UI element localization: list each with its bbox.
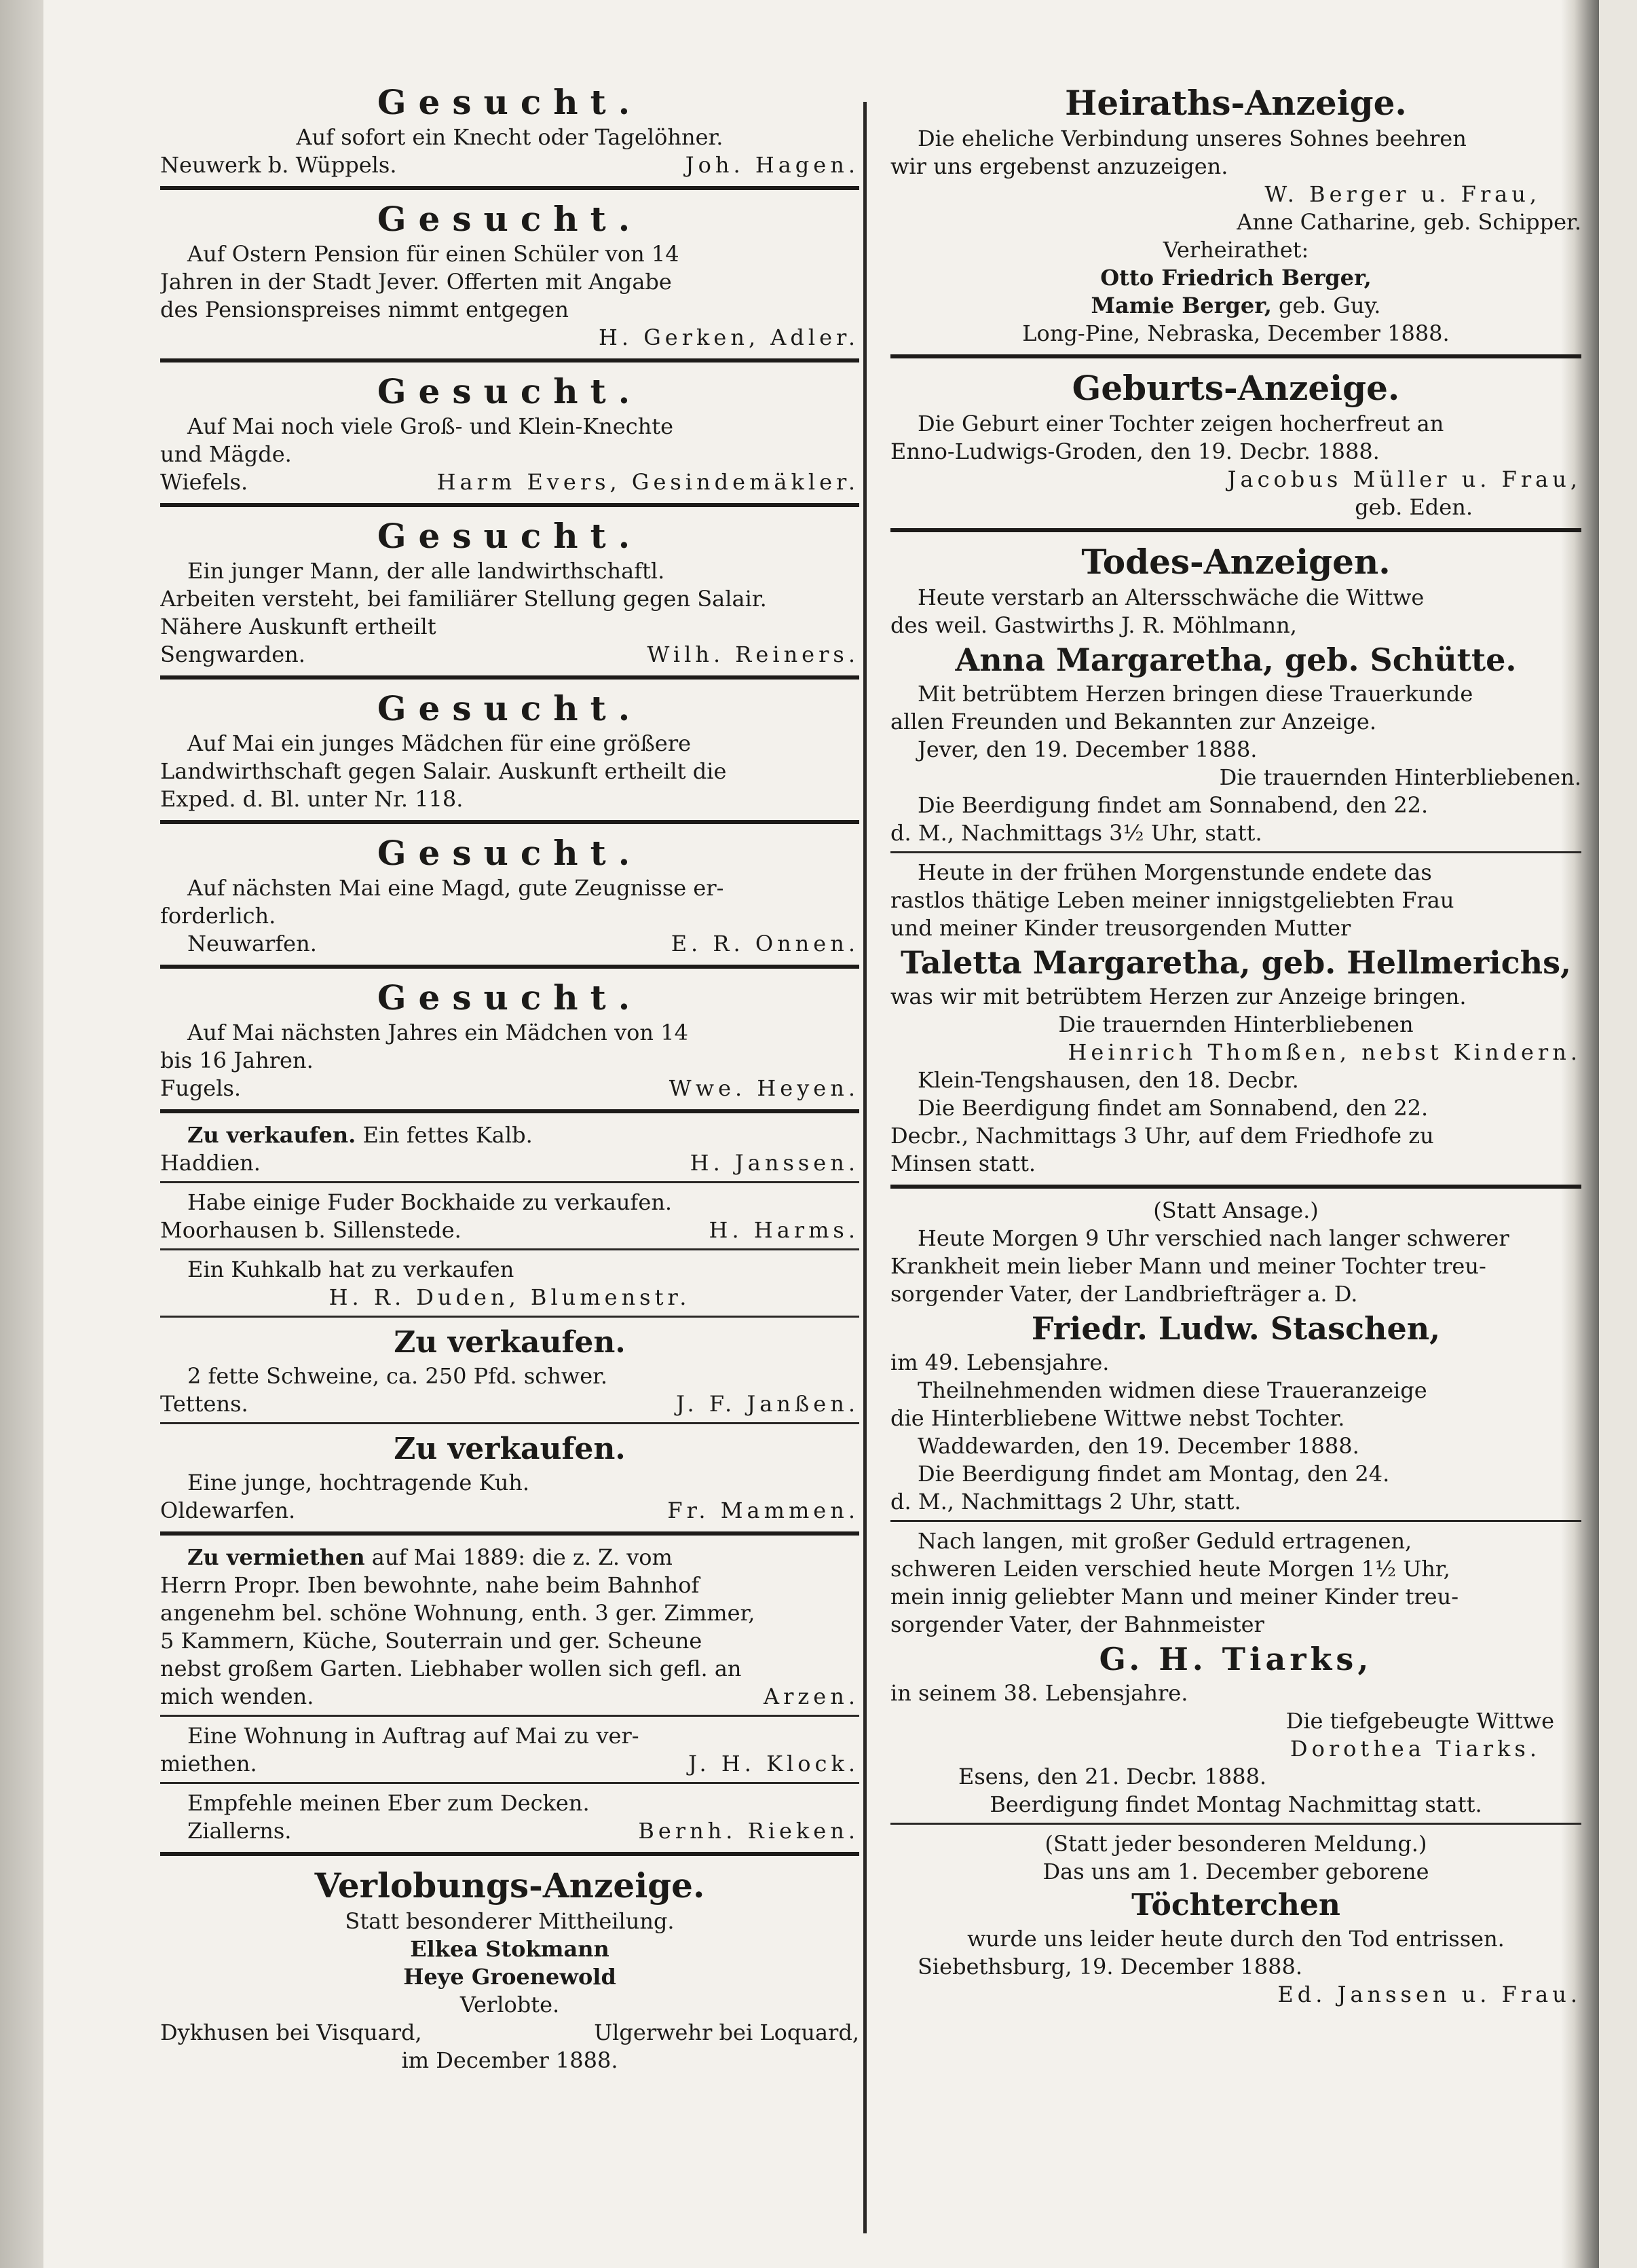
ad-text: nebst großem Garten. Liebhaber wollen sich gefl. an (160, 1656, 742, 1681)
ad-lead: Zu vermiethen (187, 1544, 365, 1570)
ad-signer: J. F. Janßen. (676, 1391, 859, 1417)
ad-heading: Verlobungs-Anzeige. (314, 1865, 705, 1906)
ad-subheading: (Statt Ansage.) (1153, 1197, 1319, 1223)
ad-text: die Hinterbliebene Wittwe nebst Tochter. (890, 1405, 1345, 1431)
left-column (160, 81, 859, 2075)
ad-verkaufen-kuh (160, 1430, 859, 1525)
ad-text: mich wenden. (160, 1684, 314, 1709)
divider (160, 1181, 859, 1183)
ad-todes-1 (890, 540, 1581, 847)
ad-signer: Dorothea Tiarks. (1290, 1736, 1541, 1762)
ad-signer: Fr. Mammen. (667, 1498, 859, 1523)
divider (160, 1422, 859, 1424)
ad-text: Beerdigung findet Montag Nachmittag statt. (990, 1791, 1482, 1817)
ad-text: des Pensionspreises nimmt entgegen (160, 297, 569, 322)
ad-place: Ziallerns. (187, 1818, 292, 1844)
ad-todes-4 (890, 1527, 1581, 1819)
ad-signer: H. Gerken, Adler. (598, 324, 859, 350)
ad-place: Neuwarfen. (187, 931, 317, 956)
ad-heading: Zu verkaufen. (394, 1432, 626, 1466)
ad-name: G. H. Tiarks, (1099, 1641, 1373, 1677)
ad-wohnung (160, 1722, 859, 1778)
ad-text: Jever, den 19. December 1888. (918, 737, 1258, 762)
ad-place: Neuwerk b. Wüppels. (160, 152, 397, 178)
ad-kuhkalb (160, 1256, 859, 1312)
divider (160, 1248, 859, 1250)
ad-todes-5 (890, 1830, 1581, 2009)
ad-heading: Gesucht. (377, 371, 643, 411)
ad-text: 2 fette Schweine, ca. 250 Pfd. schwer. (187, 1363, 608, 1389)
divider (890, 1823, 1581, 1825)
ad-place: Fugels. (160, 1075, 242, 1101)
ad-text: bis 16 Jahren. (160, 1047, 314, 1073)
ad-eber (160, 1789, 859, 1845)
ad-subheading: Statt besonderer Mittheilung. (345, 1908, 675, 1934)
ad-signer: Die trauernden Hinterbliebenen. (1219, 764, 1581, 790)
ad-signer: E. R. Onnen. (671, 931, 859, 956)
ad-heading: Gesucht. (377, 516, 643, 556)
divider (160, 186, 859, 190)
ad-todes-2 (890, 859, 1581, 1178)
divider (160, 1316, 859, 1318)
ad-gesucht-5 (160, 688, 859, 813)
ad-text: und meiner Kinder treusorgenden Mutter (890, 915, 1351, 941)
ad-signer: Die trauernden Hinterbliebenen (1058, 1011, 1414, 1037)
ad-text: Auf Mai noch viele Groß- und Klein-Knechte (187, 413, 674, 439)
ad-text: Enno-Ludwigs-Groden, den 19. Decbr. 1888. (890, 439, 1380, 464)
divider (160, 503, 859, 507)
ad-name: Taletta Margaretha, geb. Hellmerichs, (901, 944, 1571, 981)
ad-text: Auf Ostern Pension für einen Schüler von 14 (187, 241, 679, 267)
ad-text: schweren Leiden verschied heute Morgen 1½ Uhr, (890, 1556, 1450, 1582)
ad-name: Mamie Berger, (1091, 293, 1272, 318)
ad-text: Auf Mai nächsten Jahres ein Mädchen von 14 (187, 1020, 688, 1045)
divider (160, 1852, 859, 1856)
ad-text: Eine Wohnung in Auftrag auf Mai zu ver- (187, 1723, 639, 1749)
ad-date: im December 1888. (401, 2047, 618, 2073)
ad-geburt (890, 367, 1581, 521)
ad-gesucht-7 (160, 977, 859, 1102)
ad-name: Anna Margaretha, geb. Schütte. (955, 642, 1517, 678)
ad-signer: J. H. Klock. (688, 1751, 859, 1777)
ad-heading: Zu verkaufen. (394, 1325, 626, 1360)
ad-text: Exped. d. Bl. unter Nr. 118. (160, 786, 464, 812)
ad-place: Klein-Tengshausen, den 18. Decbr. (918, 1067, 1299, 1093)
ad-heading: Heiraths-Anzeige. (1065, 83, 1407, 123)
divider (160, 675, 859, 680)
ad-text: Auf Mai ein junges Mädchen für eine größere (187, 730, 692, 756)
ad-subheading: Verheirathet: (1163, 237, 1309, 263)
ad-text: miethen. (160, 1751, 257, 1777)
ad-place: Dykhusen bei Visquard, (160, 2020, 422, 2045)
ad-place: Siebethsburg, 19. December 1888. (918, 1954, 1302, 1979)
ad-text: d. M., Nachmittags 2 Uhr, statt. (890, 1489, 1241, 1514)
divider (890, 528, 1581, 532)
ad-place: Sengwarden. (160, 642, 305, 667)
ad-text: Nähere Auskunft ertheilt (160, 614, 436, 639)
ad-name: Friedr. Ludw. Staschen, (1031, 1310, 1441, 1347)
ad-text: Heute in der frühen Morgenstunde endete das (918, 859, 1432, 885)
ad-text: Herrn Propr. Iben bewohnte, nahe beim Bahnhof (160, 1572, 700, 1598)
ad-place: Esens, den 21. Decbr. 1888. (958, 1764, 1267, 1789)
divider (160, 1782, 859, 1784)
ad-text: allen Freunden und Bekannten zur Anzeige. (890, 709, 1376, 735)
ad-text: Jahren in der Stadt Jever. Offerten mit Angabe (160, 269, 672, 295)
ad-heading: Gesucht. (377, 978, 643, 1018)
ad-heading: Gesucht. (377, 833, 643, 873)
ad-gesucht-1 (160, 81, 859, 179)
ad-bockhaide (160, 1189, 859, 1244)
ad-signer: W. Berger u. Frau, (1264, 181, 1541, 207)
ad-verkaufen-schweine (160, 1323, 859, 1418)
ad-heading: Gesucht. (377, 82, 643, 122)
ad-text: 5 Kammern, Küche, Souterrain und ger. Scheune (160, 1628, 702, 1654)
ad-lead: Zu verkaufen. (187, 1122, 356, 1148)
ad-signer: Joh. Hagen. (685, 152, 859, 178)
ad-place: Haddien. (160, 1150, 261, 1176)
ad-text: Krankheit mein lieber Mann und meiner Tochter treu- (890, 1253, 1486, 1279)
ad-signer: Jacobus Müller u. Frau, (1227, 466, 1581, 492)
ad-text: wurde uns leider heute durch den Tod entrissen. (967, 1926, 1505, 1952)
ad-place: Moorhausen b. Sillenstede. (160, 1217, 462, 1243)
ad-text: Arbeiten versteht, bei familiärer Stellung gegen Salair. (160, 586, 767, 612)
column-divider (863, 102, 867, 2233)
ad-text: rastlos thätige Leben meiner innigstgeliebten Frau (890, 887, 1454, 913)
ad-text: Die Geburt einer Tochter zeigen hocherfreut an (918, 411, 1444, 436)
divider (890, 354, 1581, 358)
ad-text: Mit betrübtem Herzen bringen diese Trauerkunde (918, 681, 1473, 707)
ad-signer: H. Janssen. (690, 1150, 859, 1176)
ad-vermiethen (160, 1544, 859, 1711)
ad-verkaufen-kalb (160, 1121, 859, 1177)
ad-name: Heye Groenewold (403, 1964, 616, 1990)
ad-heading: Todes-Anzeigen. (1081, 542, 1391, 582)
ad-subheading: (Statt jeder besonderen Meldung.) (1045, 1831, 1427, 1857)
ad-text: Die Beerdigung findet am Sonnabend, den 22. (918, 1095, 1429, 1121)
ad-gesucht-2 (160, 198, 859, 352)
ad-gesucht-4 (160, 515, 859, 669)
ad-text: mein innig geliebter Mann und meiner Kinder treu- (890, 1584, 1459, 1610)
divider (890, 851, 1581, 853)
ad-signer: Harm Evers, Gesindemäkler. (436, 469, 859, 495)
ad-heading: Gesucht. (377, 199, 643, 239)
ad-text: Ein Kuhkalb hat zu verkaufen (187, 1257, 514, 1282)
divider (160, 1531, 859, 1536)
ad-heading: Gesucht. (377, 688, 643, 728)
ad-gesucht-3 (160, 371, 859, 496)
ad-text: Auf nächsten Mai eine Magd, gute Zeugnisse er- (187, 875, 724, 901)
divider (160, 820, 859, 824)
ad-text: sorgender Vater, der Bahnmeister (890, 1612, 1264, 1637)
ad-text: Minsen statt. (890, 1151, 1036, 1176)
ad-place: Wiefels. (160, 469, 248, 495)
book-spine (0, 0, 43, 2268)
ad-signer: geb. Eden. (1355, 494, 1473, 520)
ad-todes-3 (890, 1197, 1581, 1516)
ad-signer: Anne Catharine, geb. Schipper. (1237, 209, 1581, 235)
ad-text: Die Beerdigung findet am Sonnabend, den 22. (918, 792, 1429, 818)
ad-text: des weil. Gastwirths J. R. Möhlmann, (890, 612, 1297, 638)
ad-signer: Wwe. Heyen. (669, 1075, 859, 1101)
ad-text: forderlich. (160, 903, 276, 929)
ad-place: Tettens. (160, 1391, 248, 1417)
ad-place: Oldewarfen. (160, 1498, 296, 1523)
right-column (890, 81, 1581, 2009)
ad-heading: Geburts-Anzeige. (1072, 368, 1400, 408)
ad-text: Nach langen, mit großer Geduld ertragenen, (918, 1528, 1412, 1554)
ad-verlobung (160, 1864, 859, 2075)
ad-gesucht-6 (160, 832, 859, 958)
ad-text: Decbr., Nachmittags 3 Uhr, auf dem Friedhofe zu (890, 1123, 1434, 1149)
ad-text: Auf sofort ein Knecht oder Tagelöhner. (296, 124, 723, 150)
ad-text: d. M., Nachmittags 3½ Uhr, statt. (890, 820, 1262, 846)
ad-heirath (890, 81, 1581, 348)
ad-text: Empfehle meinen Eber zum Decken. (187, 1790, 590, 1816)
ad-text: Heute verstarb an Altersschwäche die Wittwe (918, 584, 1425, 610)
ad-name: Töchterchen (1131, 1888, 1340, 1922)
ad-signer: H. R. Duden, Blumenstr. (328, 1284, 691, 1310)
ad-signer: H. Harms. (709, 1217, 859, 1243)
divider (890, 1185, 1581, 1189)
ad-text: Ein fettes Kalb. (362, 1122, 533, 1148)
ad-signer: Arzen. (764, 1684, 859, 1709)
ad-name: Otto Friedrich Berger, (1100, 265, 1372, 291)
divider (160, 1715, 859, 1717)
ad-name: Elkea Stokmann (410, 1936, 609, 1962)
ad-text: Heute Morgen 9 Uhr verschied nach langer schwerer (918, 1225, 1509, 1251)
divider (890, 1520, 1581, 1522)
ad-text: Ein junger Mann, der alle landwirthschaftl. (187, 558, 665, 584)
ad-text: im 49. Lebensjahre. (890, 1350, 1110, 1375)
ad-signer: Heinrich Thomßen, nebst Kindern. (1068, 1039, 1581, 1065)
ad-text: sorgender Vater, der Landbriefträger a. D. (890, 1281, 1358, 1307)
ad-signer: Bernh. Rieken. (638, 1818, 859, 1844)
ad-text: Die Beerdigung findet am Montag, den 24. (918, 1461, 1390, 1487)
ad-text: und Mägde. (160, 441, 292, 467)
ad-signer: Ed. Janssen u. Frau. (1277, 1982, 1581, 2007)
ad-text: in seinem 38. Lebensjahre. (890, 1680, 1188, 1706)
divider (160, 1109, 859, 1113)
ad-place: Ulgerwehr bei Loquard, (594, 2020, 859, 2045)
ad-text: wir uns ergebenst anzuzeigen. (890, 153, 1228, 179)
ad-text: Theilnehmenden widmen diese Traueranzeige (918, 1377, 1427, 1403)
divider (160, 965, 859, 969)
ad-text: Landwirthschaft gegen Salair. Auskunft ertheilt die (160, 758, 727, 784)
ad-text: auf Mai 1889: die z. Z. vom (364, 1544, 673, 1570)
ad-text: geb. Guy. (1271, 293, 1381, 318)
divider (160, 358, 859, 362)
ad-text: Habe einige Fuder Bockhaide zu verkaufen. (187, 1189, 673, 1215)
ad-text: angenehm bel. schöne Wohnung, enth. 3 ger. Zimmer, (160, 1600, 755, 1626)
ad-text: Die eheliche Verbindung unseres Sohnes beehren (918, 126, 1467, 151)
ad-signer: Wilh. Reiners. (647, 642, 859, 667)
ad-place: Long-Pine, Nebraska, December 1888. (1022, 320, 1450, 346)
ad-text: was wir mit betrübtem Herzen zur Anzeige bringen. (890, 984, 1467, 1009)
ad-place: Waddewarden, den 19. December 1888. (918, 1433, 1359, 1459)
ad-text: Das uns am 1. December geborene (1042, 1859, 1429, 1884)
ad-signer: Die tiefgebeugte Wittwe (1285, 1708, 1554, 1734)
ad-text: Eine junge, hochtragende Kuh. (187, 1470, 530, 1495)
ad-role: Verlobte. (459, 1992, 560, 2018)
